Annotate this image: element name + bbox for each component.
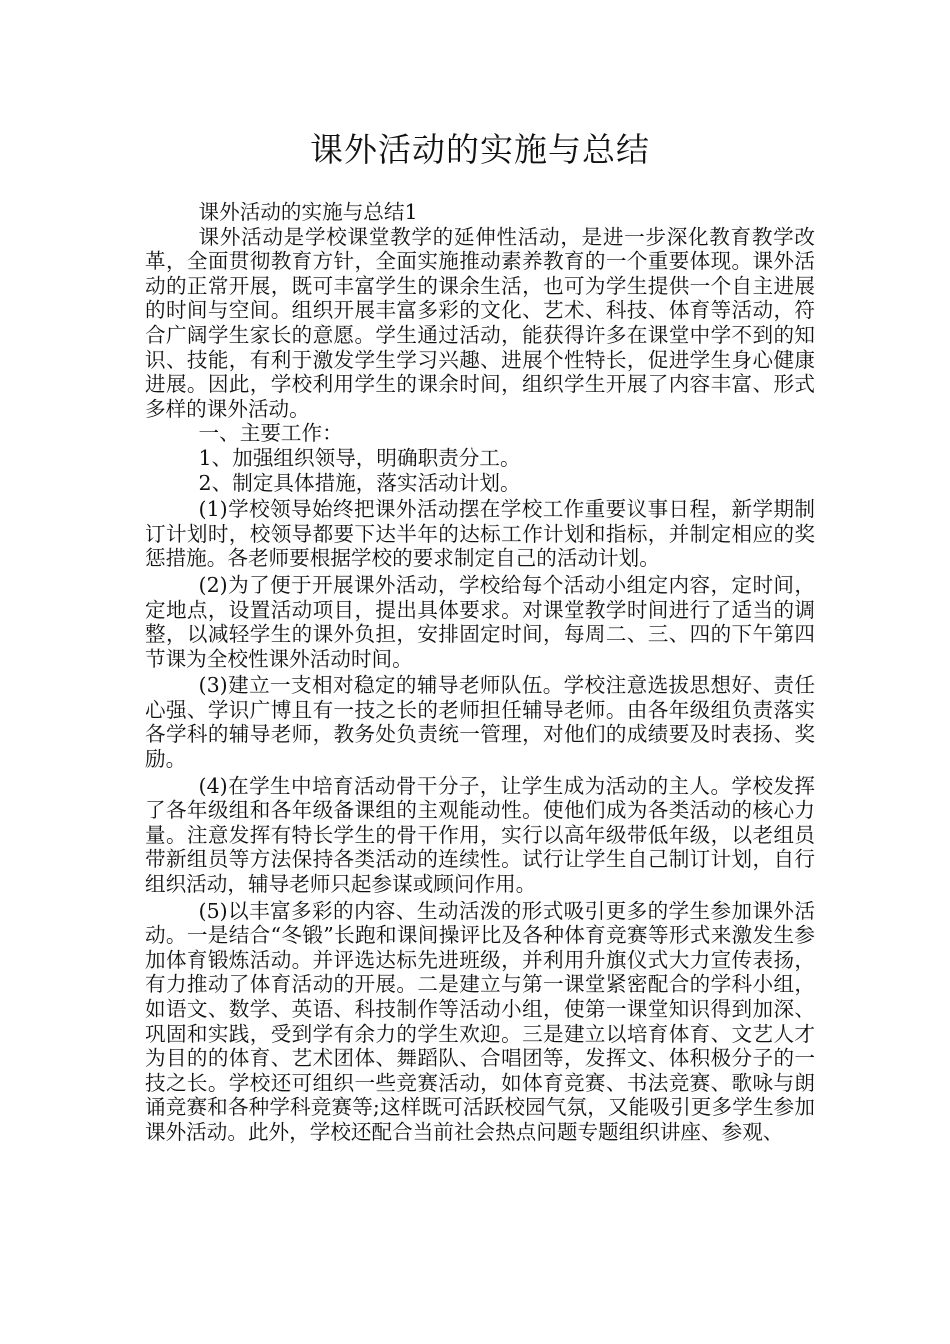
paragraph-intro: 课外活动是学校课堂教学的延伸性活动，是进一步深化教育教学改革，全面贯彻教育方针，全面实施推动素养教育的一个重要体现。课外活动的正常开展，既可丰富学生的课余生活，也可为学生提供一个自主进展的时间与空间。组织开展丰富多彩的文化、艺术、科技、体育等活动，符合广阔学生家长的意愿。学生通过活动，能获得许多在课堂中学不到的知识、技能，有利于激发学生学习兴趣、进展个性特长，促进学生身心健康进展。因此，学校利用学生的课余时间，组织学生开展了内容丰富、形式多样的课外活动。 (145, 224, 815, 421)
document-title: 课外活动的实施与总结 (310, 130, 650, 169)
paragraph-measure-3: (3)建立一支相对稳定的辅导老师队伍。学校注意选拔思想好、责任心强、学识广博且有一技之长的老师担任辅导老师。由各年级组负责落实各学科的辅导老师，教务处负责统一管理，对他们的成绩要及时表扬、奖励。 (145, 673, 815, 772)
paragraph-measure-1: (1)学校领导始终把课外活动摆在学校工作重要议事日程，新学期制订计划时，校领导都要下达半年的达标工作计划和指标，并制定相应的奖惩措施。各老师要根据学校的要求制定自己的活动计划。 (145, 497, 815, 571)
document-body (145, 200, 815, 1145)
paragraph-subtitle: 课外活动的实施与总结1 (198, 200, 418, 224)
paragraph-measure-2: (2)为了便于开展课外活动，学校给每个活动小组定内容，定时间，定地点，设置活动项目，提出具体要求。对课堂教学时间进行了适当的调整，以减轻学生的课外负担，安排固定时间，每周二、三、四的下午第四节课为全校性课外活动时间。 (145, 572, 815, 671)
paragraph-item-1: 1、加强组织领导，明确职责分工。 (198, 445, 521, 470)
paragraph-item-2: 2、制定具体措施，落实活动计划。 (198, 470, 521, 495)
paragraph-measure-4: (4)在学生中培育活动骨干分子，让学生成为活动的主人。学校发挥了各年级组和各年级备课组的主观能动性。使他们成为各类活动的核心力量。注意发挥有特长学生的骨干作用，实行以高年级带低年级，以老组员带新组员等方法保持各类活动的连续性。试行让学生自己制订计划，自行组织活动，辅导老师只起参谋或顾问作用。 (145, 773, 815, 897)
paragraph-measure-5: (5)以丰富多彩的内容、生动活泼的形式吸引更多的学生参加课外活动。一是结合“冬锻”长跑和课间操评比及各种体育竞赛等形式来激发生参加体育锻炼活动。并评选达标先进班级，并利用升旗仪式大力宣传表扬，有力推动了体育活动的开展。二是建立与第一课堂紧密配合的学科小组，如语文、数学、英语、科技制作等活动小组，使第一课堂知识得到加深、巩固和实践，受到学有余力的学生欢迎。三是建立以培育体育、文艺人才为目的的体育、艺术团体、舞蹈队、合唱团等，发挥文、体积极分子的一技之长。学校还可组织一些竞赛活动，如体育竞赛、书法竞赛、歌咏与朗诵竞赛和各种学科竞赛等;这样既可活跃校园气氛，又能吸引更多学生参加课外活动。此外，学校还配合当前社会热点问题专题组织讲座、参观、 (145, 898, 815, 1144)
paragraph-section-heading: 一、主要工作： (198, 421, 343, 446)
document-page (145, 120, 815, 1145)
